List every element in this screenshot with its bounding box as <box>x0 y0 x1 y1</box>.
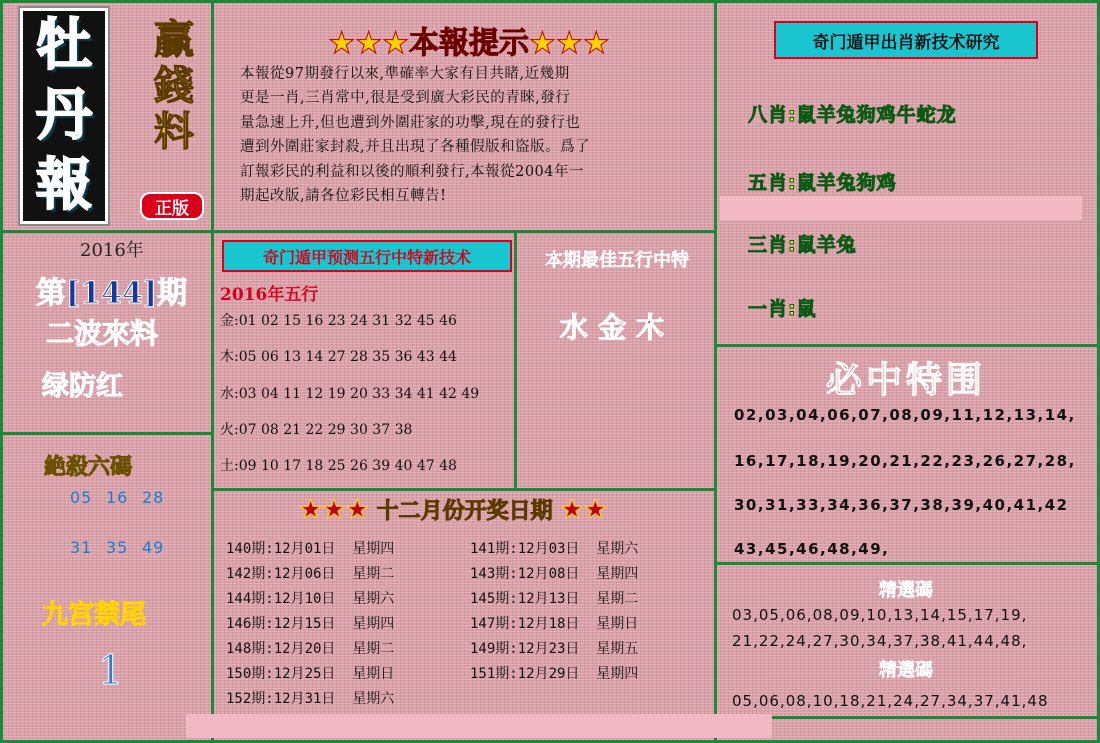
star-icon: ★ <box>583 495 607 525</box>
element-row-wood: 木:05 06 13 14 27 28 35 36 43 44 <box>220 349 457 365</box>
element-name: 木 <box>220 349 234 365</box>
element-row-fire: 火:07 08 21 22 29 30 37 38 <box>220 422 413 438</box>
notice-line: 遭到外圍莊家封殺,并且出現了各種假版和盜版。爲了 <box>240 139 591 156</box>
slogan-char: 贏 <box>154 17 194 63</box>
zodiac-row-five: 五肖:鼠羊兔狗鸡 <box>748 172 897 194</box>
wave-title: 二波來料 <box>46 317 159 350</box>
element-name: 土 <box>220 458 234 474</box>
star-icon: ★ <box>328 26 356 61</box>
divider <box>0 230 716 233</box>
draw-date-item: 150期:12月25日 星期日 <box>226 666 395 682</box>
element-numbers: 09 10 17 18 25 26 39 40 47 48 <box>238 458 457 474</box>
star-icon: ★ <box>555 26 583 61</box>
draw-date-item: 147期:12月18日 星期日 <box>470 616 639 632</box>
divider <box>514 232 517 488</box>
wave-value: 绿防红 <box>42 371 123 402</box>
divider <box>714 344 1100 347</box>
element-name: 金 <box>220 313 234 329</box>
draw-dates-title-text: 十二月份开奖日期 <box>376 499 553 524</box>
element-name: 水 <box>220 386 234 402</box>
special-numbers-line: 16,17,18,19,20,21,22,23,26,27,28, <box>734 452 1076 470</box>
kill-number: 31 <box>70 538 93 557</box>
star-icon: ★ <box>582 26 610 61</box>
draw-date-item: 152期:12月31日 星期六 <box>226 691 395 707</box>
nine-palace-title: 九宫禁尾 <box>42 600 147 630</box>
year-label: 2016年 <box>80 240 144 261</box>
star-icon: ★ <box>299 495 323 525</box>
edition-badge: 正版 <box>140 192 204 220</box>
zodiac-panel-title: 奇门遁甲出肖新技术研究 <box>774 21 1038 59</box>
special-circle-title: 必中特围 <box>825 360 986 401</box>
element-row-earth: 土:09 10 17 18 25 26 39 40 47 48 <box>220 458 457 474</box>
selected-numbers-line: 21,22,24,27,30,34,37,38,41,44,48, <box>732 632 1028 650</box>
special-numbers-line: 02,03,04,06,07,08,09,11,12,13,14, <box>734 406 1076 424</box>
selected-numbers-line: 03,05,06,08,09,10,13,14,15,17,19, <box>732 606 1028 624</box>
star-icon: ★ <box>355 26 383 61</box>
draw-date-item: 149期:12月23日 星期五 <box>470 641 639 657</box>
special-numbers-line: 43,45,46,48,49, <box>734 540 890 558</box>
notice-line: 訂報彩民的利益和以後的順利發行,本報從2004年一 <box>240 163 585 180</box>
draw-date-item: 141期:12月03日 星期六 <box>470 541 639 557</box>
element-numbers: 01 02 15 16 23 24 31 32 45 46 <box>238 313 457 329</box>
element-row-metal: 金:01 02 15 16 23 24 31 32 45 46 <box>220 313 457 329</box>
kill-number: 28 <box>142 488 165 507</box>
star-icon: ★ <box>322 495 346 525</box>
draw-date-item: 148期:12月20日 星期二 <box>226 641 395 657</box>
selected-title: 精選碼 <box>879 660 933 681</box>
divider <box>714 0 717 743</box>
highlight-bar <box>720 196 1082 220</box>
element-name: 火 <box>220 422 234 438</box>
selected-title: 精選碼 <box>879 580 933 601</box>
logo-char: 牡 <box>36 13 92 78</box>
divider <box>0 432 214 435</box>
best-elements-value: 水金木 <box>559 311 674 344</box>
notice-line: 量急速上升,但也遭到外圍莊家的功擊,現在的發行也 <box>240 114 581 131</box>
kill-number: 05 <box>70 488 93 507</box>
slogan-char: 料 <box>154 109 194 155</box>
draw-date-item: 142期:12月06日 星期二 <box>226 566 395 582</box>
kill-number: 35 <box>106 538 129 557</box>
notice-line: 本報從97期發行以來,準確率大家有目共睹,近幾期 <box>240 66 570 82</box>
notice-title <box>226 18 712 62</box>
star-icon: ★ <box>529 26 556 61</box>
draw-date-item: 140期:12月01日 星期四 <box>226 541 395 557</box>
kill-number: 16 <box>106 488 129 507</box>
star-icon: ★ <box>382 26 409 61</box>
zodiac-row-three: 三肖:鼠羊兔 <box>748 234 857 256</box>
draw-date-item: 151期:12月29日 星期四 <box>470 666 639 682</box>
notice-title-text: 本報提示 <box>409 26 529 61</box>
element-row-water: 水:03 04 11 12 19 20 33 34 41 42 49 <box>220 386 480 402</box>
zodiac-row-one: 一肖:鼠 <box>748 298 817 320</box>
kill-number: 49 <box>142 538 165 557</box>
notice-body <box>240 62 688 208</box>
special-numbers-line: 30,31,33,34,36,37,38,39,40,41,42 <box>734 496 1069 514</box>
element-numbers: 05 06 13 14 27 28 35 36 43 44 <box>238 349 457 365</box>
element-numbers: 03 04 11 12 19 20 33 34 41 42 49 <box>238 386 480 402</box>
best-elements-title: 本期最佳五行中特 <box>545 250 689 271</box>
star-icon: ★ <box>345 495 369 525</box>
divider <box>211 488 716 491</box>
highlight-bar <box>186 714 772 738</box>
issue-number: 第[144]期 <box>36 276 188 311</box>
nine-palace-value: 1 <box>98 648 124 694</box>
masthead-slogan <box>146 17 202 155</box>
divider <box>714 562 1100 565</box>
draw-date-item: 146期:12月15日 星期四 <box>226 616 395 632</box>
divider <box>211 0 214 480</box>
notice-line: 更是一肖,三肖常中,很是受到廣大彩民的青睞,發行 <box>240 90 571 107</box>
star-icon: ★ <box>560 495 584 525</box>
notice-line: 期起改版,請各位彩民相互轉告! <box>240 188 447 205</box>
element-numbers: 07 08 21 22 29 30 37 38 <box>238 422 413 438</box>
logo-char: 丹 <box>36 83 92 148</box>
logo-char: 報 <box>36 153 92 218</box>
draw-date-item: 145期:12月13日 星期二 <box>470 591 639 607</box>
slogan-char: 錢 <box>154 63 194 109</box>
five-elements-year: 2016年五行 <box>220 285 319 305</box>
divider <box>211 430 214 743</box>
kill-title: 絶殺六碼 <box>44 455 133 480</box>
masthead-logo <box>20 8 108 224</box>
zodiac-row-eight: 八肖:鼠羊兔狗鸡牛蛇龙 <box>748 104 957 126</box>
draw-dates-title <box>224 494 682 525</box>
draw-date-item: 144期:12月10日 星期六 <box>226 591 395 607</box>
draw-date-item: 143期:12月08日 星期四 <box>470 566 639 582</box>
five-elements-title: 奇门遁甲预测五行中特新技术 <box>222 240 512 272</box>
selected-numbers-line: 05,06,08,10,18,21,24,27,34,37,41,48 <box>732 692 1049 710</box>
